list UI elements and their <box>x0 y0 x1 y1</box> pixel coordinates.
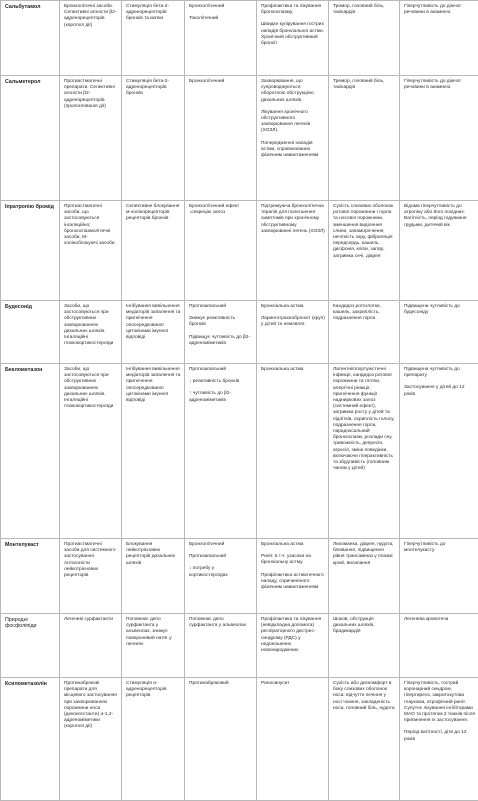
cell-text: Протиастматичні засоби для системного застосування. Антагоністи лейкотрієнових рецепторів <box>64 542 118 579</box>
cell-text: Лихоманка, діарея, нудота, блювання, підвищення рівня трансаміназ у плазмі крові, висипання <box>333 542 396 567</box>
cell-text: ↓ потребу у кортикостероїдах <box>189 566 253 578</box>
effects-cell <box>185 539 257 614</box>
table-row <box>1 301 478 364</box>
contraindications-cell <box>400 201 478 301</box>
side-effects-cell <box>329 201 400 301</box>
cell-text: Протизапальний <box>189 367 253 373</box>
cell-text: Гіперчутливість до монтелукасту. <box>404 542 475 554</box>
cell-text: Поповнює депо сурфактанта у альвеолах <box>189 617 253 629</box>
cell-text: Швидке купірування гострих нападів бронхіальної астми. Хронічний обструктивний бронхіт <box>261 22 325 47</box>
cell-text: Стимуляція α-адренорецепторів рецепторів <box>126 681 181 700</box>
drug-name: Ксилометазолін <box>5 681 47 687</box>
cell-text: Поповнює депо сурфактанта у альвеолах, знижує поверхневий натяг у легенях <box>126 617 181 648</box>
table-row <box>1 539 478 614</box>
cell-text: Бронхолітичний ефект <box>189 204 253 210</box>
drug-name-cell <box>1 1 60 76</box>
pharmacological-group-cell <box>60 364 122 539</box>
cell-text: ↑ чутливість до β2-адреноміметиків <box>189 391 253 403</box>
cell-text: Токолітичний <box>189 16 253 22</box>
cell-text: Тремор, головний біль, тахікардія <box>333 79 396 91</box>
indications-cell <box>257 201 329 301</box>
cell-text: Протизапальний <box>189 554 253 560</box>
cell-text: Профілактика та лікування бронхоспазму. <box>261 4 325 16</box>
cell-text: Попередження нападів астми, спровокованих фізичним навантаженням <box>261 141 325 160</box>
pharmacological-group-cell <box>60 201 122 301</box>
cell-text: Підвищена чутливість до будесоніду <box>404 304 475 316</box>
side-effects-cell <box>329 539 400 614</box>
cell-text: Знижує реактивність бронхів <box>189 316 253 328</box>
cell-text: Застосування у дітей до 12 років <box>404 385 475 397</box>
effects-cell <box>185 614 257 678</box>
pharmacological-group-cell <box>60 678 122 801</box>
contraindications-cell <box>400 364 478 539</box>
mechanism-cell <box>122 1 185 76</box>
effects-cell <box>185 678 257 801</box>
effects-cell <box>185 364 257 539</box>
cell-text: Бронхіальна астма <box>261 367 325 373</box>
cell-text: Риніт, в т.ч. узасоки на бронхіальну астму. <box>261 554 325 566</box>
drug-name-cell <box>1 614 60 678</box>
cell-text: Ларинготрахеобронхіт (круп) у дітей та немовлят. <box>261 316 325 328</box>
side-effects-cell <box>329 76 400 201</box>
drug-name: Сальбутамол <box>5 4 41 10</box>
mechanism-cell <box>122 678 185 801</box>
mechanism-cell <box>122 364 185 539</box>
drug-name: Будесонід <box>5 304 32 310</box>
table-row <box>1 1 478 76</box>
drug-name-cell <box>1 539 60 614</box>
cell-text: Бронхолітичний <box>189 79 253 85</box>
cell-text: Легеневі сурфактанти <box>64 617 118 623</box>
table-row <box>1 201 478 301</box>
cell-text: Лікування хронічного обструктивного захворювання легенів (ХОЗЛ). <box>261 110 325 135</box>
cell-text: Відома гіперчутливість до атропіну або його похідних. Вагітність, період годування грудьми, дитячий вік <box>404 204 475 229</box>
mechanism-cell <box>122 76 185 201</box>
indications-cell <box>257 301 329 364</box>
contraindications-cell <box>400 76 478 201</box>
cell-text: Період вагітності, діти до 12 років <box>404 730 475 742</box>
cell-text: Протиастматичні препарати. Селективні агоністи β2-адренорецепторів (пролонгованої дії) <box>64 79 118 110</box>
cell-text: Підтримуюча бронхолітична терапія для полегшення симптомів при хронічному обструктивному захворюванні легень (ХОЗЛ) <box>261 204 325 235</box>
table-row <box>1 364 478 539</box>
cell-text: Інгібування вивільнення медіаторів запалення та пригнічення опосередкованої цитокінами імунної відповіді <box>126 304 181 341</box>
indications-cell <box>257 539 329 614</box>
indications-cell <box>257 364 329 539</box>
cell-text: Гіперчутливість до діючої речовини в анамнезі. <box>404 4 475 16</box>
cell-text: Бронхолітичний <box>189 542 253 548</box>
cell-text: Бронхолітичний <box>189 4 253 10</box>
cell-text: Гіперчутливість до діючої речовини в анамнезі. <box>404 79 475 91</box>
side-effects-cell <box>329 678 400 801</box>
mechanism-cell <box>122 539 185 614</box>
table-row <box>1 76 478 201</box>
cell-text: Латентні/опортуністичні інфекції, кандидоз ротової порожнини та глотки, алергічні реакції, пригнічення функції надниркових залоз (системний ефект), затримка росту у дітей та підлітків, охриплість голосу, подразнення горла, парадоксальний бронхоспазм, розлади сну, тривожність, депресія, агресія, зміни поведінки, включаючи гіперактивність та збудливість (головним чином у дітей) <box>333 367 396 472</box>
drug-name-cell <box>1 364 60 539</box>
indications-cell <box>257 76 329 201</box>
table-row <box>1 614 478 678</box>
cell-text: Профілактика та лікування (невідкладна допомога) респіраторного дистрес-синдрому (РДС) у недоношених новонароджених <box>261 617 325 654</box>
pharmacological-group-cell <box>60 539 122 614</box>
table-row <box>1 678 478 801</box>
cell-text: Стимуляція бета-2-адренорецепторів бронхів та матки <box>126 4 181 23</box>
cell-text: Шоков, обструкція дихальних шляхів, брадикардія <box>333 617 396 636</box>
contraindications-cell <box>400 614 478 678</box>
cell-text: ↓ реактивність бронхів <box>189 379 253 385</box>
drug-name-cell <box>1 301 60 364</box>
drug-name-cell <box>1 678 60 801</box>
cell-text: Захворювання, що супроводжуються оборотною обструкцією дихальних шляхів. <box>261 79 325 104</box>
pharmacological-group-cell <box>60 301 122 364</box>
cell-text: Селективне блокування м-холінорецепторів рецепторів бронхів <box>126 204 181 223</box>
contraindications-cell <box>400 678 478 801</box>
cell-text: Протиастматичні засоби, що застосовуються інгаляційно; бронхоспазмолітичні засоби, М-холіноблокуючі засоби <box>64 204 118 247</box>
cell-text: Кандидоз ротоглотки, кашель, захриплість, подразнення горла <box>333 304 396 323</box>
side-effects-cell <box>329 301 400 364</box>
effects-cell <box>185 201 257 301</box>
cell-text: Підвищує чутливість до β2-адреноміметиків <box>189 335 253 347</box>
side-effects-cell <box>329 614 400 678</box>
cell-text: Підвищена чутливість до препарату <box>404 367 475 379</box>
pharmacological-group-cell <box>60 614 122 678</box>
mechanism-cell <box>122 201 185 301</box>
effects-cell <box>185 301 257 364</box>
cell-text: Бронхіальна астма <box>261 304 325 310</box>
pharmacological-group-cell <box>60 1 122 76</box>
contraindications-cell <box>400 539 478 614</box>
cell-text: Бронхолітичні засоби. Селективні агоністи β2-адренорецепторів (короткої дії) <box>64 4 118 29</box>
drug-name-cell <box>1 76 60 201</box>
drug-name: Монтелукаст <box>5 542 39 548</box>
cell-text: Протинабряковий <box>189 681 253 687</box>
cell-text: Засоби, що застосовуються при обструктивних захворюваннях дихальних шляхів. Інгаляційні глюкокортикостероїди <box>64 304 118 347</box>
effects-cell <box>185 1 257 76</box>
cell-text: Легенева кровотеча <box>404 617 475 623</box>
cell-text: ↓секрецію залоз <box>189 210 253 216</box>
cell-text: Стимуляція бета-2-адренорецепторів бронхів <box>126 79 181 98</box>
cell-text: Блокування лейкотрієнових рецепторів дихальних шляхів <box>126 542 181 567</box>
cell-text: Бронхіальна астма <box>261 542 325 548</box>
cell-text: Протинабрякові препарати для місцевого застосування при захворюваннях порожнини носа (деконгестанти) α-1,2-адреноміметики (короткої дії) <box>64 681 118 731</box>
drug-name: Сальметерол <box>5 79 41 85</box>
drug-name: Природні фосфоліпіди <box>5 617 37 629</box>
effects-cell <box>185 76 257 201</box>
cell-text: Інгібування вивільнення медіаторів запалення та пригнічення опосередкованої цитокінами імунної відповіді <box>126 367 181 404</box>
cell-text: Профілактика астматичного нападу, спричиненого фізичним навантаженням <box>261 573 325 592</box>
side-effects-cell <box>329 1 400 76</box>
side-effects-cell <box>329 364 400 539</box>
drug-name: Іпратропію бромід <box>5 204 54 210</box>
cell-text: Сухість або дискомфорт в боку слизових оболонок носа: відчуття печіння у носі чхання, закладеність носа, головний біль, нудота <box>333 681 396 712</box>
mechanism-cell <box>122 301 185 364</box>
indications-cell <box>257 614 329 678</box>
cell-text: Засоби, що застосовуються при обструктивних захворюваннях дихальних шляхів. Інгаляційні глюкокортикостероїди <box>64 367 118 410</box>
cell-text: Протизапальний <box>189 304 253 310</box>
indications-cell <box>257 678 329 801</box>
indications-cell <box>257 1 329 76</box>
cell-text: Сухість слизових оболонок ротової порожнини і горла та носової порожнини, зменшення виділення слини, запаморочення, нечіткість зору, фібриляція передсердь, кашель, дисфонія, кліпи, запор, затримка сечі, діарея <box>333 204 396 260</box>
mechanism-cell <box>122 614 185 678</box>
contraindications-cell <box>400 301 478 364</box>
drug-name-cell <box>1 201 60 301</box>
pharmacological-group-cell <box>60 76 122 201</box>
cell-text: Риносинусит <box>261 681 325 687</box>
drug-name: Беклометазон <box>5 367 42 373</box>
cell-text: Тремор, головний біль, тахікардія <box>333 4 396 16</box>
contraindications-cell <box>400 1 478 76</box>
cell-text: Гіперчутливість, гострий коронарний синдром, гіпертиреоз, закритокутова глаукома, атрофічний риніт. Супутнє лікування інгібіторами МАО та протягом 2 тижнів після припинення їх застосування. <box>404 681 475 724</box>
